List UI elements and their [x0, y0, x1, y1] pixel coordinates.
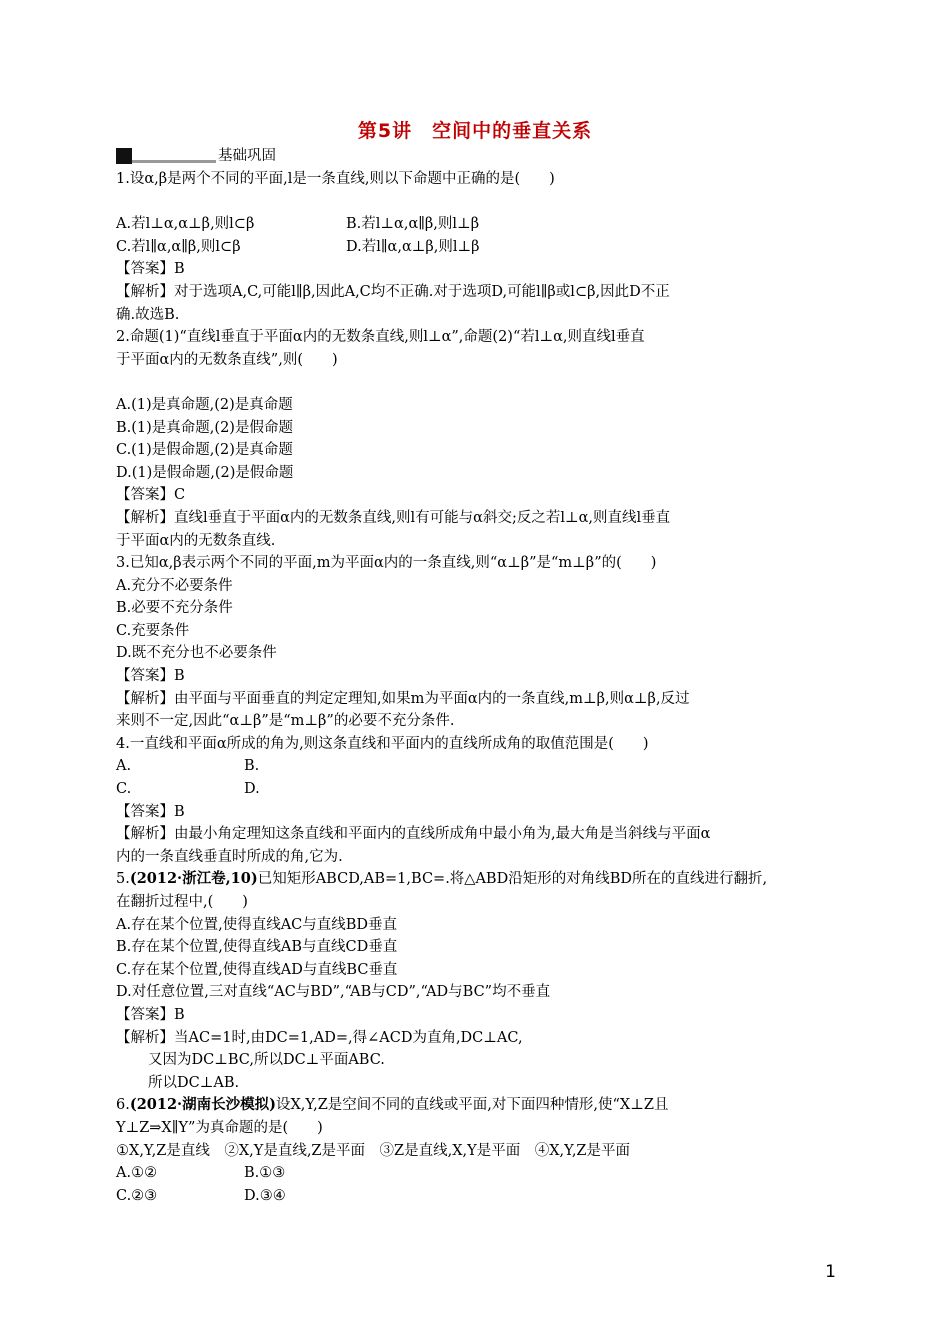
q1-analysis-line2: 确.故选B.	[116, 306, 180, 323]
q3-answer: 【答案】B	[116, 668, 185, 685]
q6-option-d: D.③④	[244, 1187, 286, 1204]
q5-analysis-line1: 【解析】当AC=1时,由DC=1,AD=,得∠ACD为直角,DC⊥AC,	[116, 1029, 523, 1046]
q1-option-c: C.若l∥α,α∥β,则l⊂β	[116, 238, 241, 255]
q5-stem-text: 已知矩形ABCD,AB=1,BC=.将△ABD沿矩形的对角线BD所在的直线进行翻折,	[257, 871, 768, 888]
q6-option-b: B.①③	[244, 1165, 286, 1182]
q4-option-d: D.	[244, 781, 260, 798]
question-list	[116, 168, 836, 1207]
q4-analysis-line1: 【解析】由最小角定理知这条直线和平面内的直线所成角中最小角为,最大角是当斜线与平面α	[116, 826, 711, 843]
q1-analysis-line1: 【解析】对于选项A,C,可能l∥β,因此A,C均不正确.对于选项D,可能l∥β或l⊂β,因此D不正	[116, 283, 670, 300]
section-header	[116, 146, 276, 164]
q6-stem-line2: Y⊥Z⇒X∥Y”为真命题的是( )	[116, 1119, 323, 1136]
page-number: 1	[825, 1262, 836, 1282]
q5-option-b: B.存在某个位置,使得直线AB与直线CD垂直	[116, 939, 398, 956]
q6-number: 6.	[116, 1097, 130, 1114]
q5-option-a: A.存在某个位置,使得直线AC与直线BD垂直	[116, 916, 398, 933]
q3-option-d: D.既不充分也不必要条件	[116, 645, 277, 662]
q4-option-c: C.	[116, 781, 132, 798]
q5-option-c: C.存在某个位置,使得直线AD与直线BC垂直	[116, 961, 398, 978]
q6-option-a: A.①②	[116, 1165, 158, 1182]
q1-options-row2	[116, 236, 836, 259]
section-marker-bar	[132, 160, 216, 163]
q3-option-c: C.充要条件	[116, 622, 190, 639]
q3-analysis-line2: 来则不一定,因此“α⊥β”是“m⊥β”的必要不充分条件.	[116, 713, 455, 730]
q4-analysis-line2: 内的一条直线垂直时所成的角,它为.	[116, 848, 343, 865]
q5-answer: 【答案】B	[116, 1006, 185, 1023]
q4-options-row1	[116, 755, 836, 778]
q2-option-b: B.(1)是真命题,(2)是假命题	[116, 419, 293, 436]
q6-option-c: C.②③	[116, 1187, 158, 1204]
q3-option-b: B.必要不充分条件	[116, 600, 233, 617]
q1-answer: 【答案】B	[116, 261, 185, 278]
q2-answer: 【答案】C	[116, 487, 186, 504]
q6-options-row1	[116, 1162, 836, 1185]
q1-options-row1	[116, 213, 836, 236]
q6-options-row2	[116, 1185, 836, 1208]
q5-stem-line2: 在翻折过程中,( )	[116, 894, 248, 910]
q2-option-d: D.(1)是假命题,(2)是假命题	[116, 464, 294, 481]
q6-stem-line1	[116, 1094, 836, 1117]
section-label: 基础巩固	[218, 148, 276, 164]
q4-answer: 【答案】B	[116, 803, 185, 820]
q1-option-d: D.若l∥α,α⊥β,则l⊥β	[346, 238, 480, 255]
q2-analysis-line2: 于平面α内的无数条直线.	[116, 532, 276, 549]
section-marker-block	[116, 148, 132, 164]
q5-analysis-line2: 又因为DC⊥BC,所以DC⊥平面ABC.	[148, 1052, 385, 1069]
q4-options-row2	[116, 778, 836, 801]
q5-number: 5.	[116, 871, 130, 888]
q2-stem-line2: 于平面α内的无数条直线”,则( )	[116, 351, 338, 368]
q3-option-a: A.充分不必要条件	[116, 577, 233, 594]
q1-stem: 1.设α,β是两个不同的平面,l是一条直线,则以下命题中正确的是( )	[116, 171, 555, 187]
q3-stem: 3.已知α,β表示两个不同的平面,m为平面α内的一条直线,则“α⊥β”是“m⊥β”的( )	[116, 555, 657, 572]
q1-option-b: B.若l⊥α,α∥β,则l⊥β	[346, 216, 480, 233]
q5-analysis-line3: 所以DC⊥AB.	[148, 1074, 240, 1091]
q6-stem-text: 设X,Y,Z是空间不同的直线或平面,对下面四种情形,使“X⊥Z且	[275, 1097, 669, 1114]
q5-stem-line1	[116, 868, 836, 891]
q6-cases: ①X,Y,Z是直线 ②X,Y是直线,Z是平面 ③Z是直线,X,Y是平面 ④X,Y,Z是平面	[116, 1142, 631, 1159]
q4-option-b: B.	[244, 758, 260, 775]
q4-stem: 4.一直线和平面α所成的角为,则这条直线和平面内的直线所成角的取值范围是( )	[116, 735, 649, 752]
q2-option-c: C.(1)是假命题,(2)是真命题	[116, 442, 293, 459]
q2-stem-line1: 2.命题(1)“直线l垂直于平面α内的无数条直线,则l⊥α”,命题(2)“若l⊥α,则直线l垂直	[116, 329, 645, 346]
q5-option-d: D.对任意位置,三对直线“AC与BD”,“AB与CD”,“AD与BC”均不垂直	[116, 984, 551, 1001]
q3-analysis-line1: 【解析】由平面与平面垂直的判定定理知,如果m为平面α内的一条直线,m⊥β,则α⊥β,反过	[116, 690, 690, 707]
q2-option-a: A.(1)是真命题,(2)是真命题	[116, 396, 293, 413]
q1-option-a: A.若l⊥α,α⊥β,则l⊂β	[116, 216, 255, 233]
page-title: 第5讲 空间中的垂直关系	[357, 120, 593, 142]
q4-option-a: A.	[116, 758, 132, 775]
q6-source: (2012·湖南长沙模拟)	[129, 1096, 276, 1114]
q5-source: (2012·浙江卷,10)	[129, 870, 258, 888]
q2-analysis-line1: 【解析】直线l垂直于平面α内的无数条直线,则l有可能与α斜交;反之若l⊥α,则直线l垂直	[116, 509, 671, 526]
